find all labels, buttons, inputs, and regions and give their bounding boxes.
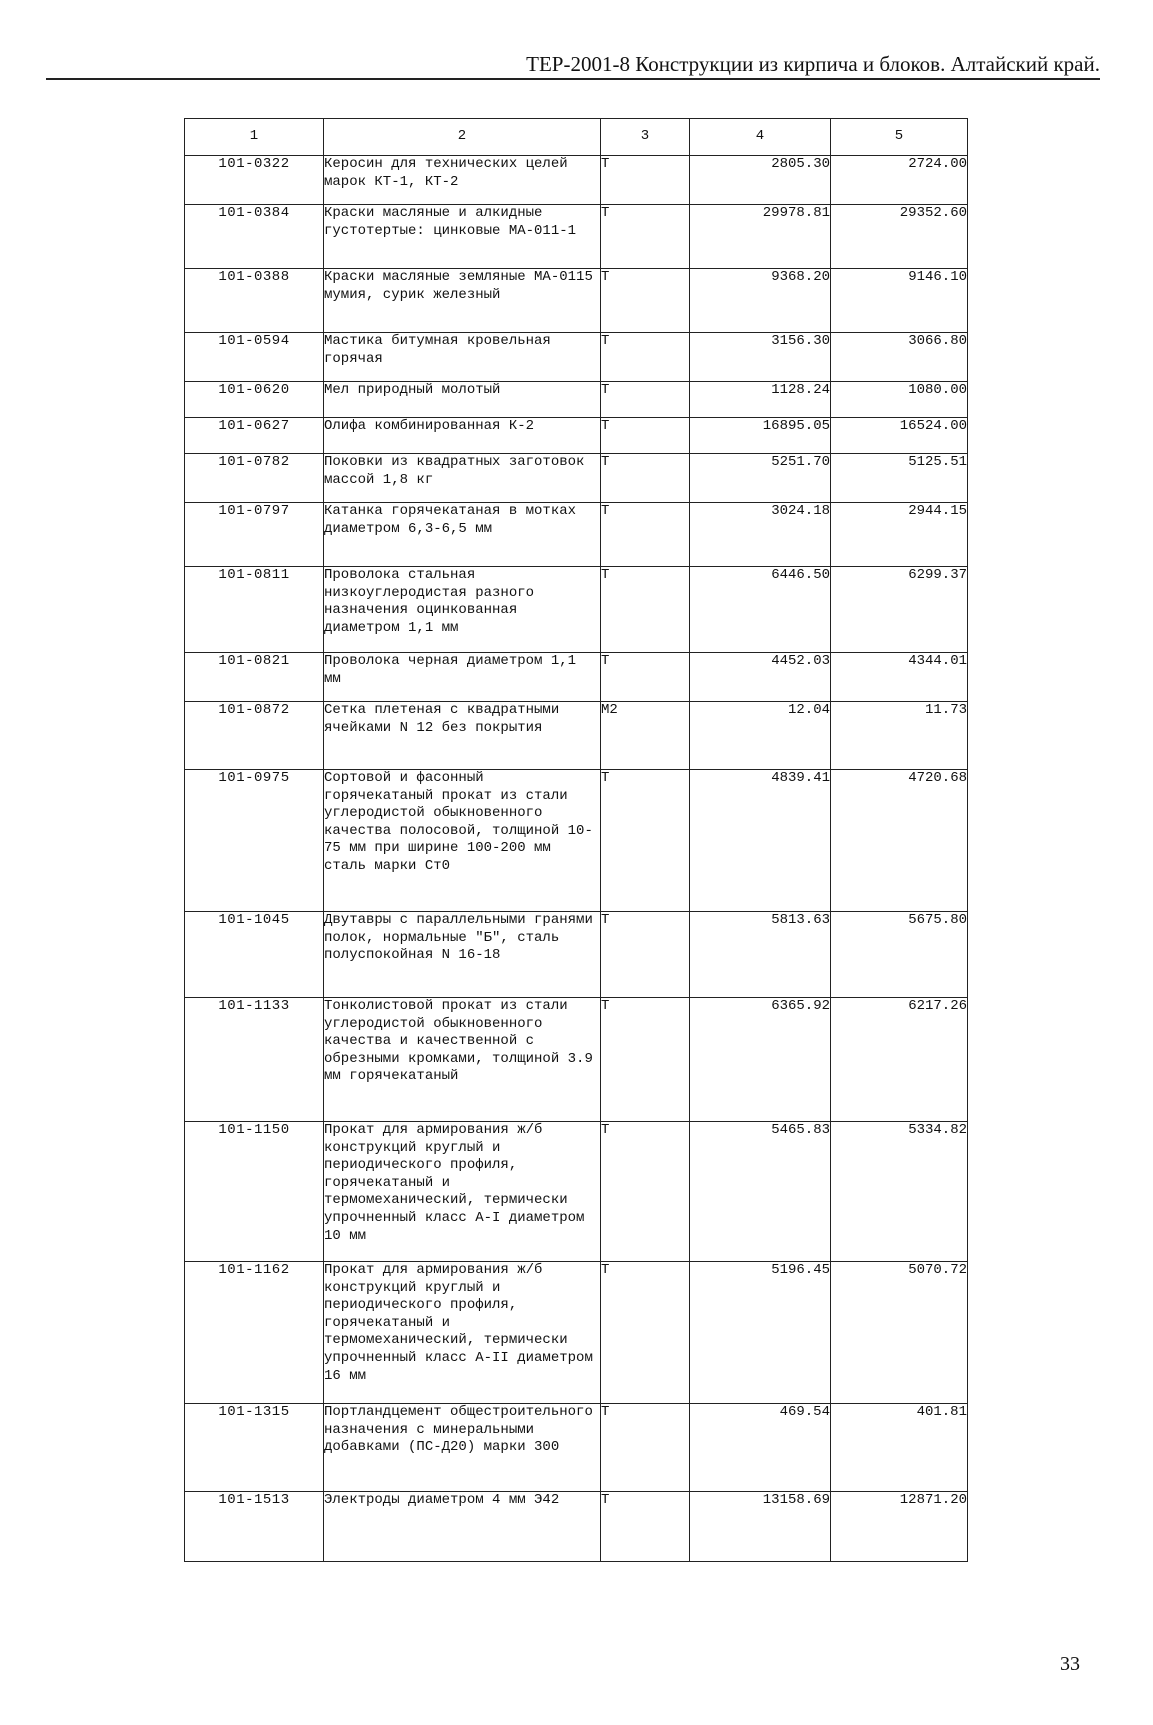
column-header-3: 3 — [601, 119, 690, 156]
page-header-title: ТЕР-2001-8 Конструкции из кирпича и блоков. Алтайский край. — [526, 52, 1100, 76]
resource-name: Проволока черная диаметром 1,1 мм — [324, 653, 601, 702]
unit-of-measure: Т — [601, 1262, 690, 1404]
resource-name: Сортовой и фасонный горячекатаный прокат из стали углеродистой обыкновенного качества полосовой, толщиной 10-75 мм при ширине 100-200 мм сталь марки Ст0 — [324, 770, 601, 912]
table-row — [185, 1262, 968, 1404]
column-header-5: 5 — [831, 119, 968, 156]
unit-of-measure: Т — [601, 503, 690, 567]
price-column-4: 16895.05 — [690, 418, 831, 454]
price-column-4: 6446.50 — [690, 567, 831, 653]
table-row — [185, 702, 968, 770]
table-row — [185, 156, 968, 205]
price-column-5: 5334.82 — [831, 1122, 968, 1262]
table-row — [185, 454, 968, 503]
price-column-4: 2805.30 — [690, 156, 831, 205]
resource-name: Прокат для армирования ж/б конструкций круглый и периодического профиля, горячекатаный и термомеханический, термически упрочненный класс А-II диаметром 16 мм — [324, 1262, 601, 1404]
price-column-4: 6365.92 — [690, 998, 831, 1122]
table-row — [185, 333, 968, 382]
table-row — [185, 653, 968, 702]
table-row — [185, 503, 968, 567]
resource-code: 101-1315 — [185, 1404, 324, 1492]
table-header-row — [185, 119, 968, 156]
resource-code: 101-1133 — [185, 998, 324, 1122]
price-column-5: 401.81 — [831, 1404, 968, 1492]
resource-name: Поковки из квадратных заготовок массой 1,8 кг — [324, 454, 601, 503]
price-column-5: 5070.72 — [831, 1262, 968, 1404]
resource-name: Краски масляные земляные МА-0115 мумия, сурик железный — [324, 269, 601, 333]
resource-name: Сетка плетеная с квадратными ячейками N 12 без покрытия — [324, 702, 601, 770]
resource-name: Мастика битумная кровельная горячая — [324, 333, 601, 382]
price-column-4: 4839.41 — [690, 770, 831, 912]
column-header-4: 4 — [690, 119, 831, 156]
price-column-4: 5465.83 — [690, 1122, 831, 1262]
price-column-4: 469.54 — [690, 1404, 831, 1492]
price-column-5: 16524.00 — [831, 418, 968, 454]
price-column-5: 3066.80 — [831, 333, 968, 382]
unit-of-measure: Т — [601, 1122, 690, 1262]
unit-of-measure: Т — [601, 333, 690, 382]
price-column-4: 29978.81 — [690, 205, 831, 269]
unit-of-measure: Т — [601, 269, 690, 333]
table-row — [185, 205, 968, 269]
price-column-5: 1080.00 — [831, 382, 968, 418]
resource-name: Портландцемент общестроительного назначения с минеральными добавками (ПС-Д20) марки 300 — [324, 1404, 601, 1492]
resource-code: 101-1162 — [185, 1262, 324, 1404]
resource-code: 101-0975 — [185, 770, 324, 912]
price-column-4: 9368.20 — [690, 269, 831, 333]
page-number: 33 — [1060, 1653, 1080, 1675]
resource-name: Керосин для технических целей марок КТ-1, КТ-2 — [324, 156, 601, 205]
resource-code: 101-0821 — [185, 653, 324, 702]
price-column-5: 4344.01 — [831, 653, 968, 702]
unit-of-measure: Т — [601, 653, 690, 702]
resource-code: 101-1150 — [185, 1122, 324, 1262]
unit-of-measure: Т — [601, 205, 690, 269]
price-column-4: 5813.63 — [690, 912, 831, 998]
price-column-5: 29352.60 — [831, 205, 968, 269]
resource-name: Краски масляные и алкидные густотертые: цинковые МА-011-1 — [324, 205, 601, 269]
materials-price-table — [184, 118, 968, 1562]
price-column-4: 5196.45 — [690, 1262, 831, 1404]
price-column-5: 4720.68 — [831, 770, 968, 912]
price-column-4: 13158.69 — [690, 1492, 831, 1562]
resource-code: 101-0811 — [185, 567, 324, 653]
table-row — [185, 1404, 968, 1492]
price-column-5: 2724.00 — [831, 156, 968, 205]
table-row — [185, 770, 968, 912]
price-column-5: 5125.51 — [831, 454, 968, 503]
resource-code: 101-1045 — [185, 912, 324, 998]
unit-of-measure: Т — [601, 454, 690, 503]
resource-name: Олифа комбинированная К-2 — [324, 418, 601, 454]
table-row — [185, 382, 968, 418]
table-row — [185, 912, 968, 998]
price-column-4: 5251.70 — [690, 454, 831, 503]
column-header-2: 2 — [324, 119, 601, 156]
unit-of-measure: Т — [601, 382, 690, 418]
resource-code: 101-0872 — [185, 702, 324, 770]
column-header-1: 1 — [185, 119, 324, 156]
resource-name: Катанка горячекатаная в мотках диаметром 6,3-6,5 мм — [324, 503, 601, 567]
price-column-5: 9146.10 — [831, 269, 968, 333]
price-column-4: 12.04 — [690, 702, 831, 770]
table-row — [185, 998, 968, 1122]
unit-of-measure: Т — [601, 1492, 690, 1562]
price-column-4: 3024.18 — [690, 503, 831, 567]
price-column-5: 5675.80 — [831, 912, 968, 998]
resource-code: 101-0782 — [185, 454, 324, 503]
resource-name: Прокат для армирования ж/б конструкций круглый и периодического профиля, горячекатаный и термомеханический, термически упрочненный класс А-I диаметром 10 мм — [324, 1122, 601, 1262]
unit-of-measure: Т — [601, 912, 690, 998]
price-column-5: 2944.15 — [831, 503, 968, 567]
resource-code: 101-0388 — [185, 269, 324, 333]
resource-code: 101-0620 — [185, 382, 324, 418]
unit-of-measure: Т — [601, 156, 690, 205]
table-row — [185, 1492, 968, 1562]
resource-name: Проволока стальная низкоуглеродистая разного назначения оцинкованная диаметром 1,1 мм — [324, 567, 601, 653]
price-column-5: 6217.26 — [831, 998, 968, 1122]
resource-name: Электроды диаметром 4 мм Э42 — [324, 1492, 601, 1562]
resource-name: Мел природный молотый — [324, 382, 601, 418]
unit-of-measure: Т — [601, 770, 690, 912]
resource-code: 101-1513 — [185, 1492, 324, 1562]
resource-code: 101-0322 — [185, 156, 324, 205]
unit-of-measure: Т — [601, 998, 690, 1122]
table-row — [185, 567, 968, 653]
resource-code: 101-0594 — [185, 333, 324, 382]
unit-of-measure: Т — [601, 567, 690, 653]
price-column-5: 11.73 — [831, 702, 968, 770]
resource-code: 101-0797 — [185, 503, 324, 567]
unit-of-measure: Т — [601, 418, 690, 454]
resource-code: 101-0384 — [185, 205, 324, 269]
price-column-4: 3156.30 — [690, 333, 831, 382]
unit-of-measure: М2 — [601, 702, 690, 770]
price-column-5: 6299.37 — [831, 567, 968, 653]
unit-of-measure: Т — [601, 1404, 690, 1492]
resource-name: Двутавры с параллельными гранями полок, нормальные "Б", сталь полуспокойная N 16-18 — [324, 912, 601, 998]
table-row — [185, 1122, 968, 1262]
price-column-5: 12871.20 — [831, 1492, 968, 1562]
table-row — [185, 418, 968, 454]
price-column-4: 4452.03 — [690, 653, 831, 702]
resource-code: 101-0627 — [185, 418, 324, 454]
table-row — [185, 269, 968, 333]
header-divider — [46, 78, 1100, 80]
price-column-4: 1128.24 — [690, 382, 831, 418]
resource-name: Тонколистовой прокат из стали углеродистой обыкновенного качества и качественной с обрезными кромками, толщиной 3.9 мм горячекатаный — [324, 998, 601, 1122]
